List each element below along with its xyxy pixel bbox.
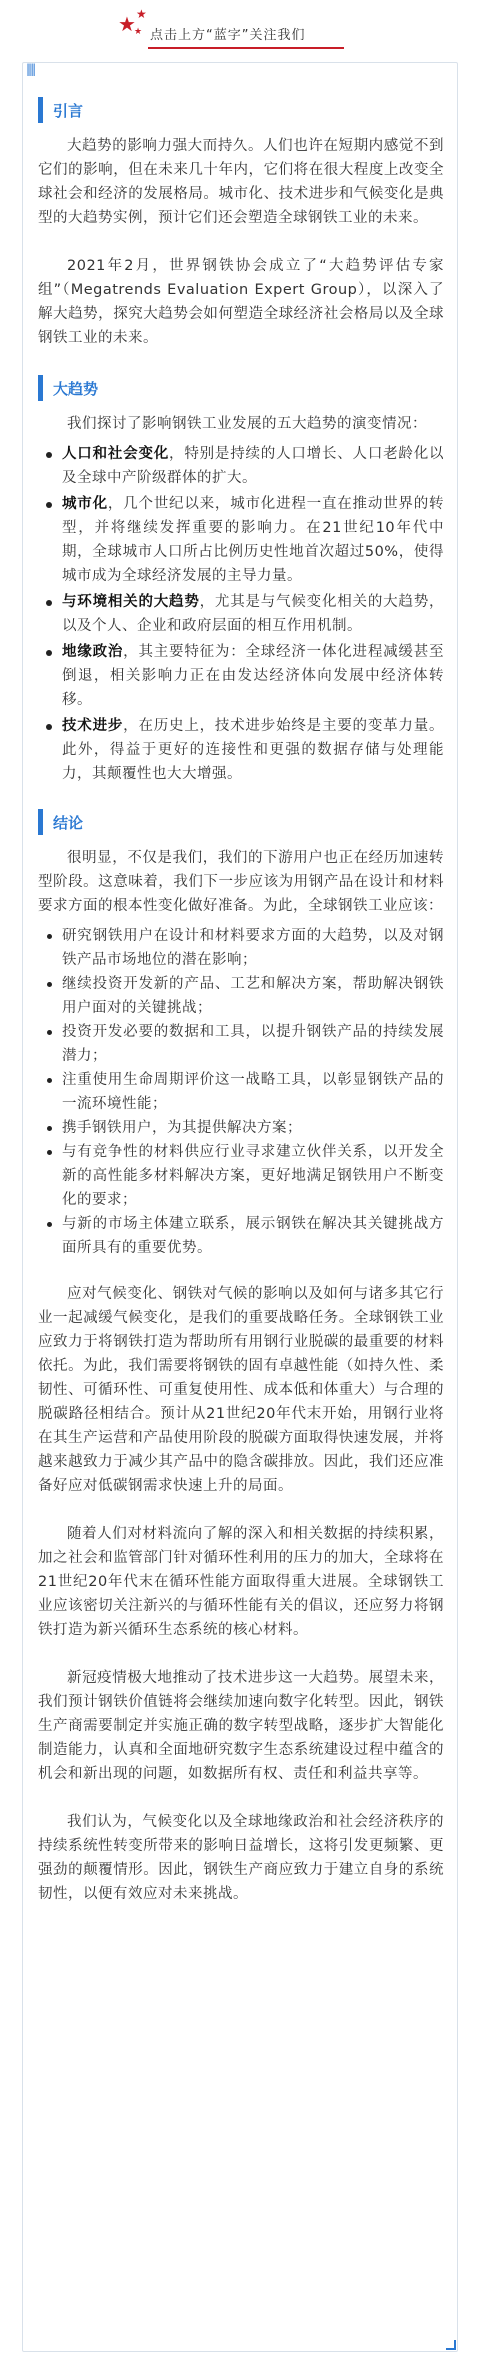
list-item: 投资开发必要的数据和工具，以提升钢铁产品的持续发展潜力； (38, 1020, 444, 1068)
list-item (38, 492, 444, 588)
star-icon: ★ (118, 12, 136, 36)
banner-underline (148, 47, 344, 49)
paragraph: 新冠疫情极大地推动了技术进步这一大趋势。展望未来，我们预计钢铁价值链将会继续加速向数字化转型。因此，钢铁生产商需要制定并实施正确的数字转型战略，逐步扩大智能化制造能力，认真和全面地研究数字生态系统建设过程中蕴含的机会和新出现的问题，如数据所有权、责任和利益共享等。 (38, 1670, 444, 1782)
article-content (38, 90, 444, 1930)
paragraph: 大趋势的影响力强大而持久。人们也许在短期内感觉不到它们的影响，但在未来几十年内，它们将在很大程度上改变全球社会和经济的发展格局。城市化、技术进步和气候变化是典型的大趋势实例，预计它们还会塑造全球钢铁工业的未来。 (38, 138, 444, 226)
list-item-text: ，特别是持续的人口增长、人口老龄化以及全球中产阶级群体的扩大。 (62, 446, 445, 486)
section-heading-intro (38, 96, 444, 124)
frame-corner-tick-icon: |||| (26, 62, 35, 76)
list-item (38, 442, 444, 490)
heading-bar (38, 809, 43, 835)
paragraph: 我们探讨了影响钢铁工业发展的五大趋势的演变情况： (67, 416, 427, 432)
list-item-text: ，其主要特征为：全球经济一体化进程减缓甚至倒退，相关影响力正在由发达经济体向发展中经济体转移。 (62, 644, 445, 708)
heading-label: 引言 (53, 101, 84, 120)
star-icon: ★ (136, 7, 147, 21)
list-item: 继续投资开发新的产品、工艺和解决方案，帮助解决钢铁用户面对的关键挑战； (38, 972, 444, 1020)
list-item-term: 地缘政治 (62, 644, 124, 660)
paragraph: 随着人们对材料流向了解的深入和相关数据的持续积累，加之社会和监管部门针对循环性利用的压力的加大，全球将在21世纪20年代末在循环性能方面取得重大进展。全球钢铁工业应该密切关注新兴的与循环性能有关的倡议，还应努力将钢铁打造为新兴循环生态系统的核心材料。 (38, 1526, 444, 1638)
list-item-term: 城市化 (62, 496, 108, 512)
list-item (38, 714, 444, 786)
list-item-term: 人口和社会变化 (62, 446, 170, 462)
list-item: 与新的市场主体建立联系，展示钢铁在解决其关键挑战方面所具有的重要优势。 (38, 1212, 444, 1260)
heading-bar (38, 375, 43, 401)
list-item: 携手钢铁用户，为其提供解决方案； (38, 1116, 444, 1140)
paragraph: 2021年2月，世界钢铁协会成立了“大趋势评估专家组”（Megatrends Evaluation Expert Group），以深入了解大趋势，探究大趋势会如何塑造全球经济社会格局以及全球钢铁工业的未来。 (38, 258, 444, 346)
megatrends-list (38, 442, 444, 786)
list-item-text: ，几个世纪以来，城市化进程一直在推动世界的转型，并将继续发挥重要的影响力。在21世纪10年代中期，全球城市人口所占比例历史性地首次超过50%，使得城市成为全球经济发展的主导力量。 (62, 496, 444, 584)
paragraph: 我们认为，气候变化以及全球地缘政治和社会经济秩序的持续系统性转变所带来的影响日益增长，这将引发更频繁、更强劲的颠覆情形。因此，钢铁生产商应致力于建立自身的系统韧性，以便有效应对未来挑战。 (38, 1814, 444, 1902)
paragraph: 很明显，不仅是我们，我们的下游用户也正在经历加速转型阶段。这意味着，我们下一步应该为用钢产品在设计和材料要求方面的根本性变化做好准备。为此，全球钢铁工业应该： (38, 850, 444, 914)
frame-corner-icon (446, 2340, 456, 2350)
list-item (38, 640, 444, 712)
list-item (38, 590, 444, 638)
section-heading-megatrends (38, 374, 444, 402)
section-heading-conclusion (38, 808, 444, 836)
list-item-text: ，尤其是与气候变化相关的大趋势，以及个人、企业和政府层面的相互作用机制。 (62, 594, 444, 634)
heading-bar (38, 97, 43, 123)
list-item-term: 与环境相关的大趋势 (62, 594, 200, 610)
star-icon: ★ (134, 27, 143, 37)
paragraph: 应对气候变化、钢铁对气候的影响以及如何与诸多其它行业一起减缓气候变化，是我们的重要战略任务。全球钢铁工业应致力于将钢铁打造为帮助所有用钢行业脱碳的最重要的材料依托。为此，我们需要将钢铁的固有卓越性能（如持久性、柔韧性、可循环性、可重复使用性、成本低和体重大）与合理的脱碳路径相结合。预计从21世纪20年代末开始，用钢行业将在其生产运营和产品使用阶段的脱碳方面取得快速发展，并将越来越致力于减少其产品中的隐含碳排放。因此，我们还应准备好应对低碳钢需求快速上升的局面。 (38, 1286, 444, 1494)
list-item-term: 技术进步 (62, 718, 124, 734)
heading-label: 大趋势 (53, 379, 99, 398)
heading-label: 结论 (53, 813, 84, 832)
list-item: 与有竞争性的材料供应行业寻求建立伙伴关系，以开发全新的高性能多材料解决方案，更好地满足钢铁用户不断变化的要求； (38, 1140, 444, 1212)
list-item-text: ，在历史上，技术进步始终是主要的变革力量。此外，得益于更好的连接性和更强的数据存储与处理能力，其颠覆性也大大增强。 (62, 718, 445, 782)
list-item: 注重使用生命周期评价这一战略工具，以彰显钢铁产品的一流环境性能； (38, 1068, 444, 1116)
follow-prompt: 点击上方“蓝字”关注我们 (150, 28, 306, 43)
follow-banner[interactable] (0, 0, 480, 62)
list-item: 研究钢铁用户在设计和材料要求方面的大趋势，以及对钢铁产品市场地位的潜在影响； (38, 924, 444, 972)
conclusion-list (38, 924, 444, 1260)
